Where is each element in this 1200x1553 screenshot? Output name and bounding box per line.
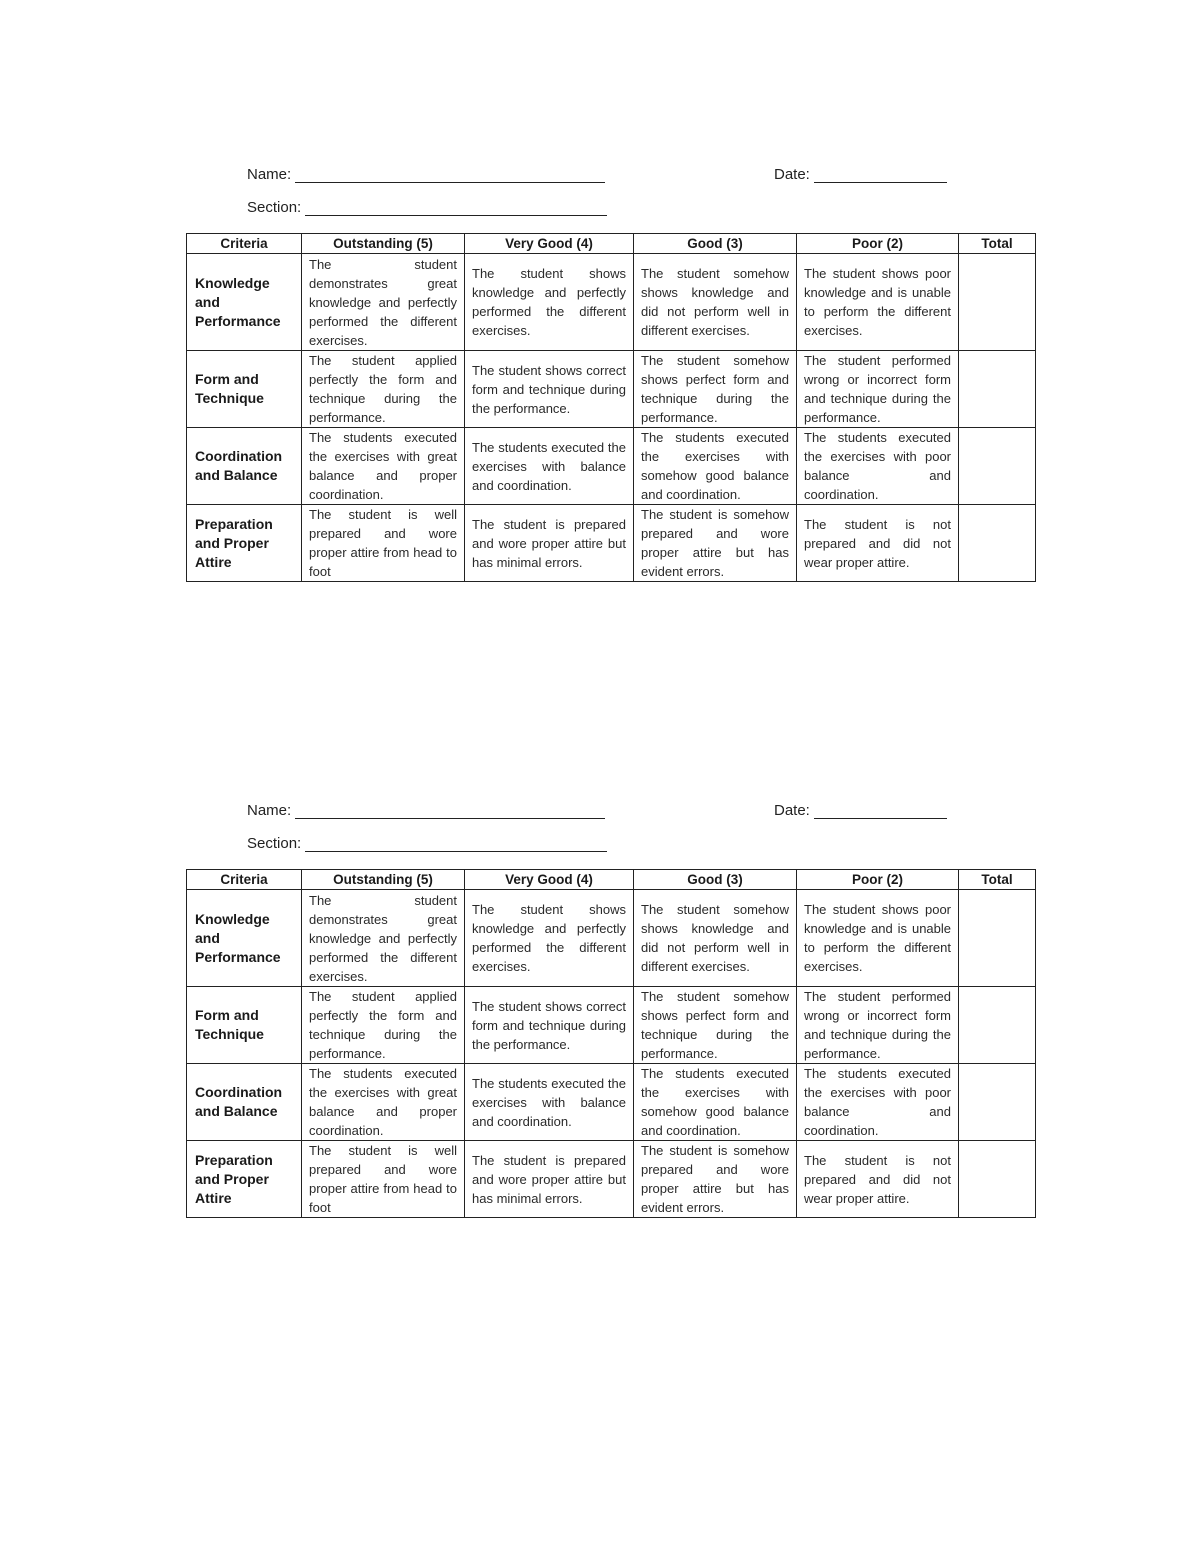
header-outstanding: Outstanding (5) bbox=[302, 234, 465, 254]
table-row bbox=[187, 428, 1036, 505]
total-cell[interactable] bbox=[959, 428, 1036, 505]
header-criteria: Criteria bbox=[187, 234, 302, 254]
header-row bbox=[187, 870, 1036, 890]
header-very-good: Very Good (4) bbox=[465, 234, 634, 254]
poor-cell: The student performed wrong or incorrect form and technique during the performance. bbox=[797, 351, 959, 428]
very-good-cell: The student shows knowledge and perfectly performed the different exercises. bbox=[465, 890, 634, 987]
total-cell[interactable] bbox=[959, 1141, 1036, 1218]
outstanding-cell: The student demonstrates great knowledge and perfectly performed the different exercises. bbox=[302, 254, 465, 351]
total-cell[interactable] bbox=[959, 987, 1036, 1064]
outstanding-cell: The students executed the exercises with great balance and proper coordination. bbox=[302, 1064, 465, 1141]
section-label: Section: bbox=[247, 835, 302, 852]
header-row bbox=[187, 234, 1036, 254]
good-cell: The student is somehow prepared and wore proper attire but has evident errors. bbox=[634, 1141, 797, 1218]
header-very-good: Very Good (4) bbox=[465, 870, 634, 890]
table-row bbox=[187, 254, 1036, 351]
good-cell: The student somehow shows perfect form and technique during the performance. bbox=[634, 351, 797, 428]
criteria-cell: Knowledge and Performance bbox=[187, 254, 302, 351]
poor-cell: The student shows poor knowledge and is unable to perform the different exercises. bbox=[797, 890, 959, 987]
very-good-cell: The student shows knowledge and perfectly performed the different exercises. bbox=[465, 254, 634, 351]
table-row bbox=[187, 505, 1036, 582]
section-blank-line[interactable] bbox=[305, 201, 607, 216]
table-row bbox=[187, 1141, 1036, 1218]
date-field[interactable] bbox=[774, 166, 947, 183]
criteria-cell: Coordination and Balance bbox=[187, 428, 302, 505]
date-blank-line[interactable] bbox=[814, 168, 947, 183]
poor-cell: The student shows poor knowledge and is unable to perform the different exercises. bbox=[797, 254, 959, 351]
section-field[interactable] bbox=[247, 835, 607, 852]
section-label: Section: bbox=[247, 199, 302, 216]
poor-cell: The student performed wrong or incorrect form and technique during the performance. bbox=[797, 987, 959, 1064]
date-label: Date: bbox=[774, 802, 810, 819]
header-poor: Poor (2) bbox=[797, 234, 959, 254]
section-field[interactable] bbox=[247, 199, 607, 216]
name-blank-line[interactable] bbox=[295, 168, 605, 183]
very-good-cell: The students executed the exercises with balance and coordination. bbox=[465, 1064, 634, 1141]
header-outstanding: Outstanding (5) bbox=[302, 870, 465, 890]
date-label: Date: bbox=[774, 166, 810, 183]
very-good-cell: The student shows correct form and technique during the performance. bbox=[465, 351, 634, 428]
very-good-cell: The student shows correct form and technique during the performance. bbox=[465, 987, 634, 1064]
criteria-cell: Preparation and Proper Attire bbox=[187, 505, 302, 582]
header-poor: Poor (2) bbox=[797, 870, 959, 890]
criteria-cell: Preparation and Proper Attire bbox=[187, 1141, 302, 1218]
name-blank-line[interactable] bbox=[295, 804, 605, 819]
good-cell: The student somehow shows knowledge and did not perform well in different exercises. bbox=[634, 254, 797, 351]
rubric-table bbox=[186, 869, 1036, 1218]
outstanding-cell: The student applied perfectly the form and technique during the performance. bbox=[302, 987, 465, 1064]
poor-cell: The student is not prepared and did not wear proper attire. bbox=[797, 505, 959, 582]
date-blank-line[interactable] bbox=[814, 804, 947, 819]
total-cell[interactable] bbox=[959, 1064, 1036, 1141]
table-row bbox=[187, 987, 1036, 1064]
good-cell: The students executed the exercises with somehow good balance and coordination. bbox=[634, 428, 797, 505]
good-cell: The student is somehow prepared and wore proper attire but has evident errors. bbox=[634, 505, 797, 582]
good-cell: The student somehow shows knowledge and did not perform well in different exercises. bbox=[634, 890, 797, 987]
total-cell[interactable] bbox=[959, 351, 1036, 428]
header-total: Total bbox=[959, 870, 1036, 890]
good-cell: The students executed the exercises with somehow good balance and coordination. bbox=[634, 1064, 797, 1141]
header-good: Good (3) bbox=[634, 234, 797, 254]
poor-cell: The student is not prepared and did not wear proper attire. bbox=[797, 1141, 959, 1218]
header-total: Total bbox=[959, 234, 1036, 254]
header-criteria: Criteria bbox=[187, 870, 302, 890]
table-row bbox=[187, 1064, 1036, 1141]
poor-cell: The students executed the exercises with poor balance and coordination. bbox=[797, 428, 959, 505]
name-label: Name: bbox=[247, 802, 292, 819]
name-field[interactable] bbox=[247, 802, 605, 819]
criteria-cell: Coordination and Balance bbox=[187, 1064, 302, 1141]
table-row bbox=[187, 890, 1036, 987]
total-cell[interactable] bbox=[959, 254, 1036, 351]
poor-cell: The students executed the exercises with poor balance and coordination. bbox=[797, 1064, 959, 1141]
total-cell[interactable] bbox=[959, 890, 1036, 987]
very-good-cell: The student is prepared and wore proper attire but has minimal errors. bbox=[465, 505, 634, 582]
header-good: Good (3) bbox=[634, 870, 797, 890]
criteria-cell: Knowledge and Performance bbox=[187, 890, 302, 987]
name-field[interactable] bbox=[247, 166, 605, 183]
section-blank-line[interactable] bbox=[305, 837, 607, 852]
rubric-table bbox=[186, 233, 1036, 582]
criteria-cell: Form and Technique bbox=[187, 987, 302, 1064]
very-good-cell: The student is prepared and wore proper attire but has minimal errors. bbox=[465, 1141, 634, 1218]
outstanding-cell: The students executed the exercises with great balance and proper coordination. bbox=[302, 428, 465, 505]
outstanding-cell: The student applied perfectly the form and technique during the performance. bbox=[302, 351, 465, 428]
criteria-cell: Form and Technique bbox=[187, 351, 302, 428]
outstanding-cell: The student is well prepared and wore proper attire from head to foot bbox=[302, 505, 465, 582]
outstanding-cell: The student is well prepared and wore proper attire from head to foot bbox=[302, 1141, 465, 1218]
outstanding-cell: The student demonstrates great knowledge and perfectly performed the different exercises. bbox=[302, 890, 465, 987]
name-label: Name: bbox=[247, 166, 292, 183]
very-good-cell: The students executed the exercises with balance and coordination. bbox=[465, 428, 634, 505]
table-row bbox=[187, 351, 1036, 428]
date-field[interactable] bbox=[774, 802, 947, 819]
good-cell: The student somehow shows perfect form and technique during the performance. bbox=[634, 987, 797, 1064]
total-cell[interactable] bbox=[959, 505, 1036, 582]
